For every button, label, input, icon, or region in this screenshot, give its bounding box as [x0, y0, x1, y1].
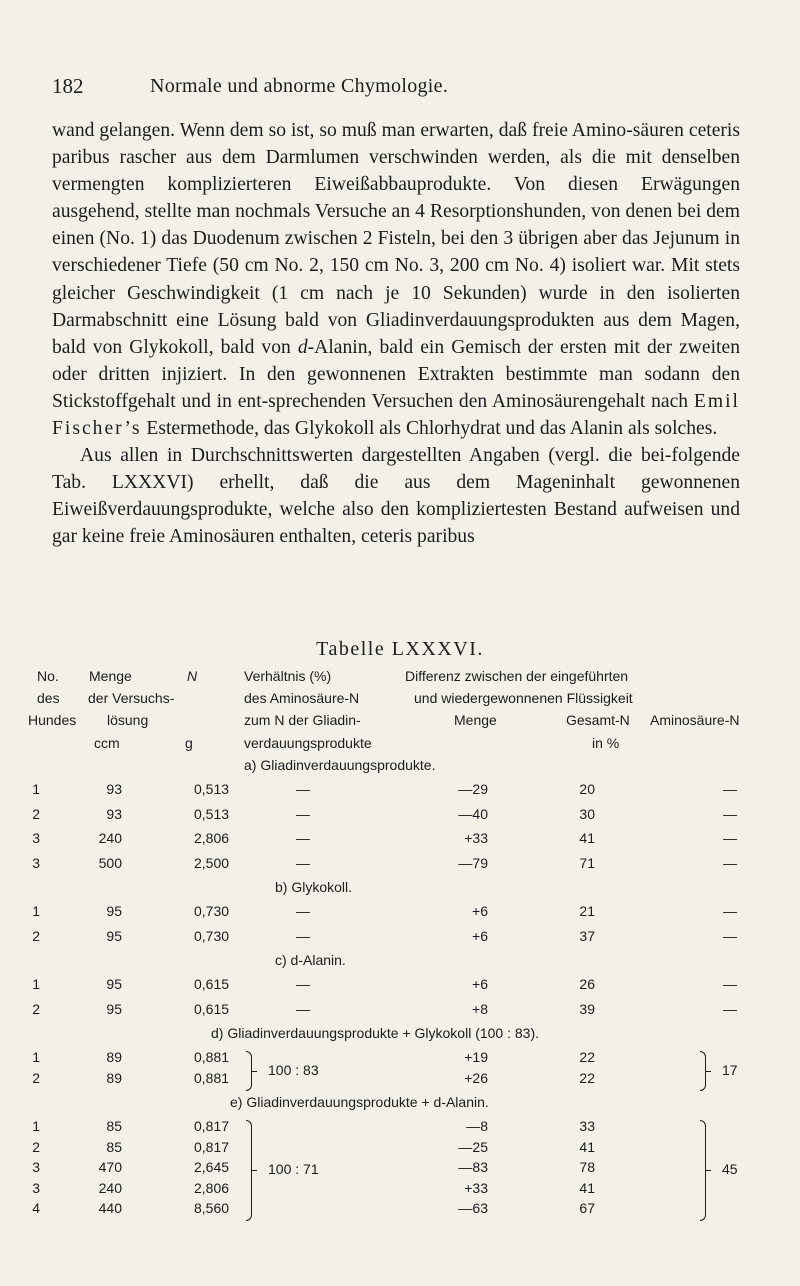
cell-amino-n: 17 — [722, 1062, 738, 1078]
cell-ratio: 100 : 71 — [268, 1161, 319, 1178]
cell-ratio: 100 : 83 — [268, 1062, 319, 1078]
section-label: d) Gliadinverdauungsprodukte + Glykokoll (100 : 83). — [211, 1025, 540, 1041]
cell-ratio: — — [296, 805, 310, 822]
cell-gesamt-n: 78 — [579, 1159, 595, 1175]
cell-menge: —29 — [458, 781, 488, 797]
cell-ratio: — — [296, 1000, 310, 1017]
cell-g: 2,806 — [194, 1179, 230, 1196]
section-label: a) Gliadinverdauungsprodukte. — [244, 757, 436, 773]
cell-amino-n: — — [723, 903, 737, 919]
header-no: des — [37, 690, 60, 706]
cell-amino-n: — — [723, 976, 737, 992]
cell-ratio: — — [296, 927, 310, 944]
cell-ratio: — — [296, 976, 310, 992]
cell-ccm: 95 — [106, 927, 122, 944]
cell-ccm: 95 — [106, 903, 122, 919]
cell-gesamt-n: 41 — [579, 830, 595, 846]
cell-no: 1 — [32, 781, 40, 797]
cell-no: 2 — [32, 1000, 40, 1017]
section-label: b) Glykokoll. — [275, 879, 353, 895]
cell-amino-n: — — [723, 781, 737, 797]
cell-g: 2,645 — [194, 1159, 230, 1175]
cell-g: 2,500 — [194, 854, 230, 871]
cell-gesamt-n: 41 — [579, 1138, 595, 1155]
cell-menge: —25 — [458, 1138, 488, 1155]
cell-ratio: — — [296, 854, 310, 871]
cell-gesamt-n: 22 — [579, 1049, 595, 1065]
cell-amino-n: — — [723, 805, 737, 822]
cell-menge: +6 — [472, 976, 488, 992]
header-ratio: des Aminosäure-N — [244, 690, 360, 706]
header-difference: Differenz zwischen der eingeführten — [405, 668, 629, 684]
brace — [246, 1051, 252, 1091]
brace — [246, 1120, 252, 1221]
running-head: Normale und abnorme Chymologie. — [150, 75, 449, 97]
cell-no: 3 — [32, 854, 40, 871]
cell-amino-n: 45 — [722, 1161, 738, 1178]
cell-no: 1 — [32, 976, 40, 992]
page-number: 182 — [52, 74, 84, 98]
cell-g: 8,560 — [194, 1200, 230, 1216]
cell-gesamt-n: 39 — [579, 1000, 595, 1017]
header-difference: Menge — [454, 712, 497, 728]
cell-gesamt-n: 20 — [579, 781, 595, 797]
paragraph-2: Aus allen in Durchschnittswerten dargestellten Angaben (vergl. die bei-folgende Tab. LXXXVI) erhellt, daß die aus dem Mageninhalt gewonnenen Eiweißverdauungsprodukte, welche also den kompliziertesten Bestand aufweisen und gar keine freie Aminosäuren enthalten, ceteris paribus — [52, 445, 740, 548]
header-difference: in % — [592, 735, 620, 751]
header-ratio: Verhältnis (%) — [244, 668, 332, 684]
cell-amino-n: — — [723, 927, 737, 944]
cell-amino-n: — — [723, 854, 737, 871]
cell-no: 3 — [32, 1159, 40, 1175]
header-no: Hundes — [28, 712, 77, 728]
cell-no: 2 — [32, 1070, 40, 1086]
cell-g: 0,881 — [194, 1049, 230, 1065]
header-ratio: zum N der Gliadin- — [244, 712, 361, 728]
header-unit: ccm — [94, 735, 120, 751]
cell-no: 4 — [32, 1200, 40, 1216]
header-no: No. — [37, 668, 59, 684]
cell-gesamt-n: 37 — [579, 927, 595, 944]
cell-g: 0,817 — [194, 1118, 230, 1134]
cell-g: 0,730 — [194, 927, 230, 944]
section-label: c) d-Alanin. — [275, 952, 346, 968]
cell-menge: +8 — [472, 1000, 488, 1017]
cell-menge: —83 — [458, 1159, 488, 1175]
cell-menge: +19 — [464, 1049, 488, 1065]
cell-g: 0,730 — [194, 903, 230, 919]
header-quantity: lösung — [107, 712, 149, 728]
cell-ratio: — — [296, 903, 310, 919]
cell-menge: —8 — [466, 1118, 488, 1134]
header-quantity: N — [187, 668, 198, 684]
cell-gesamt-n: 67 — [579, 1200, 595, 1216]
cell-ccm: 89 — [106, 1049, 122, 1065]
cell-gesamt-n: 26 — [579, 976, 595, 992]
cell-menge: +6 — [472, 927, 488, 944]
header-quantity: Menge — [89, 668, 132, 684]
cell-menge: —63 — [458, 1200, 488, 1216]
cell-ccm: 95 — [106, 1000, 122, 1017]
section-label: e) Gliadinverdauungsprodukte + d-Alanin. — [230, 1094, 489, 1110]
cell-g: 2,806 — [194, 830, 230, 846]
header-unit: g — [185, 735, 193, 751]
cell-no: 3 — [32, 1179, 40, 1196]
brace — [700, 1051, 706, 1091]
cell-menge: +33 — [464, 830, 488, 846]
cell-gesamt-n: 22 — [579, 1070, 595, 1086]
cell-gesamt-n: 41 — [579, 1179, 595, 1196]
cell-ccm: 240 — [98, 1179, 122, 1196]
cell-ratio: — — [296, 781, 310, 797]
cell-menge: +26 — [464, 1070, 488, 1086]
header-ratio: verdauungsprodukte — [244, 735, 372, 751]
brace — [700, 1120, 706, 1221]
cell-menge: —40 — [458, 805, 488, 822]
author-name: Emil Fischer’s — [52, 390, 740, 440]
cell-amino-n: — — [723, 1000, 737, 1017]
cell-no: 1 — [32, 1049, 40, 1065]
cell-ccm: 93 — [106, 805, 122, 822]
cell-no: 2 — [32, 805, 40, 822]
header-difference: Aminosäure-N — [650, 712, 740, 728]
header-difference: Gesamt-N — [566, 712, 630, 728]
cell-ratio: — — [296, 830, 310, 846]
header-quantity: der Versuchs- — [88, 690, 175, 706]
cell-menge: —79 — [458, 854, 488, 871]
cell-ccm: 500 — [98, 854, 122, 871]
cell-no: 1 — [32, 903, 40, 919]
cell-g: 0,615 — [194, 976, 230, 992]
cell-gesamt-n: 71 — [579, 854, 595, 871]
header-difference: und wiedergewonnenen Flüssigkeit — [414, 690, 633, 706]
cell-ccm: 93 — [106, 781, 122, 797]
cell-ccm: 85 — [106, 1118, 122, 1134]
cell-g: 0,881 — [194, 1070, 230, 1086]
cell-ccm: 89 — [106, 1070, 122, 1086]
cell-g: 0,817 — [194, 1138, 230, 1155]
cell-no: 2 — [32, 927, 40, 944]
cell-no: 3 — [32, 830, 40, 846]
cell-ccm: 85 — [106, 1138, 122, 1155]
cell-ccm: 95 — [106, 976, 122, 992]
cell-ccm: 440 — [98, 1200, 122, 1216]
paragraph-1: wand gelangen. Wenn dem so ist, so muß man erwarten, daß freie Amino-säuren ceteris paribus rascher aus dem Darmlumen verschwinden werden, als die mit denselben vermengten komplizierteren Eiweißabbauprodukte. Von diesen Erwägungen ausgehend, stellte man nochmals Versuche an 4 Resorptionshunden, von denen bei dem einen (No. 1) das Duodenum zwischen 2 Fisteln, bei den 3 übrigen aber das Jejunum in verschiedener Tiefe (50 cm No. 2, 150 cm No. 3, 200 cm No. 4) isoliert war. Mit stets gleicher Geschwindigkeit (1 cm nach je 10 Sekunden) wurde in den isolierten Darmabschnitt eine Lösung bald von Gliadinverdauungsprodukten aus dem Magen, bald von Glykokoll, bald von d-Alanin, bald ein Gemisch der ersten mit der zweiten oder dritten injiziert. In den gewonnenen Extrakten bestimmte man sodann den Stickstoffgehalt und in ent-sprechenden Versuchen den Aminosäurengehalt nach Emil Fischer’s Estermethode, das Glykokoll als Chlorhydrat und das Alanin als solches. — [52, 120, 740, 440]
cell-g: 0,513 — [194, 781, 230, 797]
cell-gesamt-n: 30 — [579, 805, 595, 822]
cell-gesamt-n: 33 — [579, 1118, 595, 1134]
cell-g: 0,513 — [194, 805, 230, 822]
table-title: Tabelle LXXXVI. — [316, 638, 484, 660]
cell-menge: +6 — [472, 903, 488, 919]
cell-ccm: 470 — [98, 1159, 122, 1175]
cell-ccm: 240 — [98, 830, 122, 846]
cell-amino-n: — — [723, 830, 737, 846]
cell-g: 0,615 — [194, 1000, 230, 1017]
cell-gesamt-n: 21 — [579, 903, 595, 919]
cell-no: 2 — [32, 1138, 40, 1155]
cell-no: 1 — [32, 1118, 40, 1134]
cell-menge: +33 — [464, 1179, 488, 1196]
